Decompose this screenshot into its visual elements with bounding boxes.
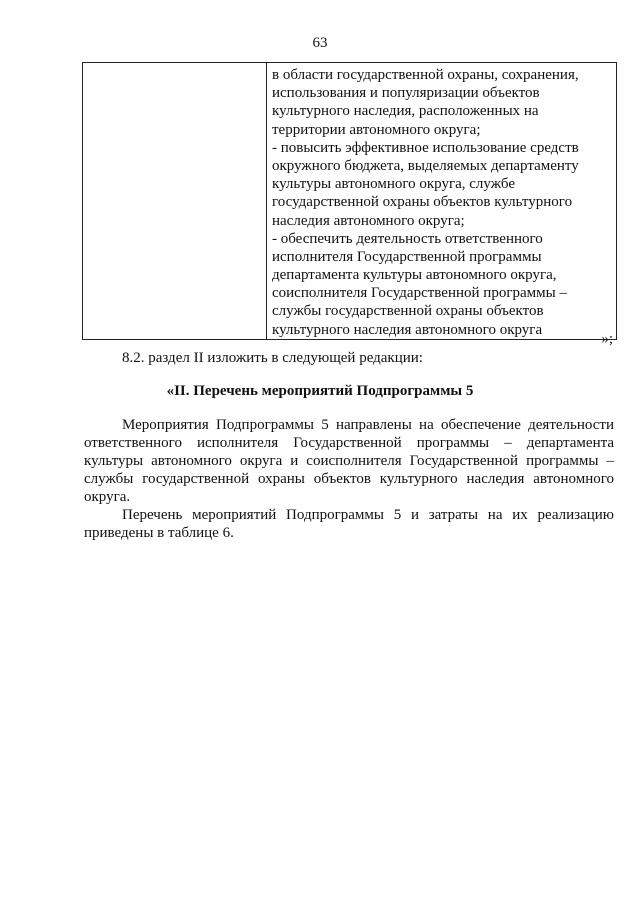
table-cell-line: культурного наследия автономного округа	[272, 321, 543, 338]
paragraph-line: Мероприятия Подпрограммы 5 направлены на обеспечение деятельности	[122, 417, 614, 433]
closing-quote-mark: »;	[601, 331, 613, 347]
table-cell-line: в области государственной охраны, сохранения,	[272, 67, 579, 83]
body-paragraph-list	[84, 506, 614, 542]
paragraph-line: Перечень мероприятий Подпрограммы 5 и затраты на их реализацию	[122, 507, 614, 523]
table-cell-line: исполнителя Государственной программы	[272, 248, 542, 265]
paragraph-line: культуры автономного округа и соисполнителя Государственной программы –	[84, 453, 614, 469]
paragraph-line: приведены в таблице 6.	[84, 525, 234, 541]
table-cell-line: окружного бюджета, выделяемых департаменту	[272, 157, 579, 174]
paragraph-line: округа.	[84, 489, 131, 505]
table-cell-line: территории автономного округа;	[272, 121, 481, 138]
table-cell-line: государственной охраны объектов культурного	[272, 194, 573, 211]
table-cell-line: использования и популяризации объектов	[272, 85, 540, 102]
table-cell-text	[267, 63, 616, 339]
paragraph-line: службы государственной охраны объектов культурного наследия автономного	[84, 471, 614, 487]
table-cell-line: департамента культуры автономного округа,	[272, 267, 557, 284]
table-cell-line: - повысить эффективное использование средств	[272, 139, 579, 156]
table-cell-line: - обеспечить деятельность ответственного	[272, 230, 543, 247]
table-cell-line: соисполнителя Государственной программы –	[272, 285, 567, 302]
table-cell-line: службы государственной охраны объектов	[272, 303, 544, 320]
table-cell-right	[267, 63, 617, 340]
table-cell-line: культурного наследия, расположенных на	[272, 103, 539, 120]
paragraph-line: ответственного исполнителя Государственной программы – департамента	[84, 435, 614, 451]
table-cell-line: наследия автономного округа;	[272, 212, 465, 229]
table-row	[83, 63, 617, 340]
body-paragraph-activities	[84, 416, 614, 506]
section-heading: «II. Перечень мероприятий Подпрограммы 5	[166, 383, 474, 399]
page-number: 63	[312, 35, 328, 51]
table-cell-line: культуры автономного округа, службе	[272, 176, 515, 193]
amendment-paragraph: 8.2. раздел II изложить в следующей редакции:	[122, 350, 423, 366]
table-cell-left	[83, 63, 267, 340]
goals-table	[82, 62, 617, 340]
